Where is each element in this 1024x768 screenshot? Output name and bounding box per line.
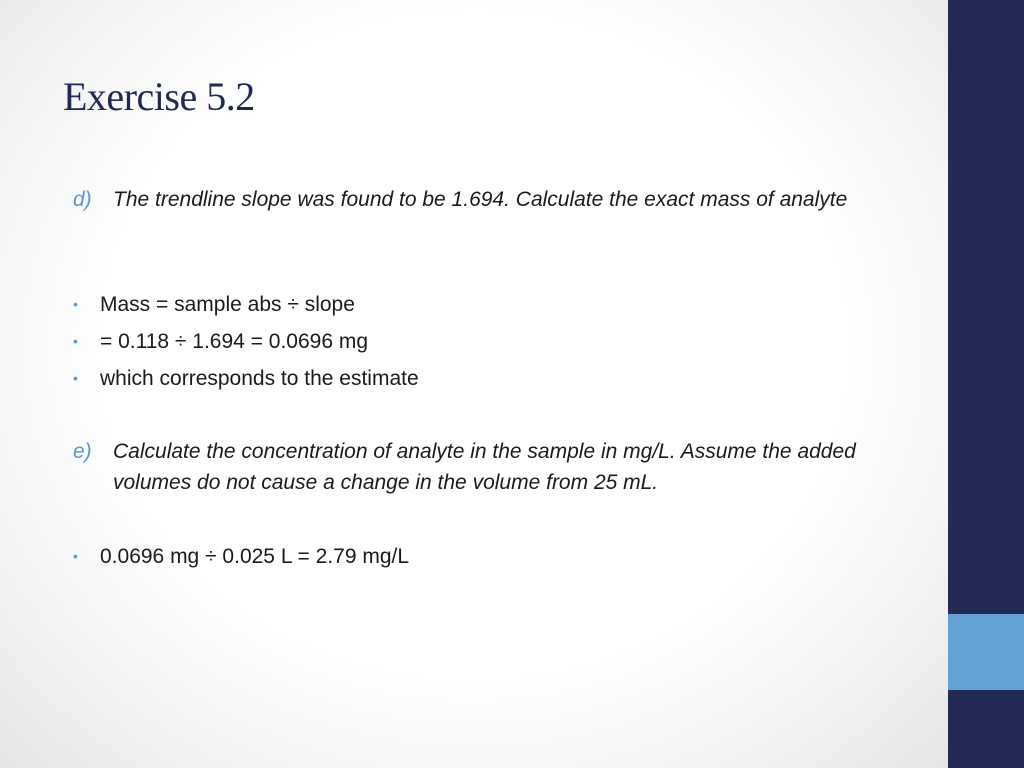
slide-title: Exercise 5.2 <box>63 74 255 119</box>
sidebar-accent-block <box>948 614 1024 690</box>
bullet-item <box>73 326 368 357</box>
bullet-text: = 0.118 ÷ 1.694 = 0.0696 mg <box>100 330 369 353</box>
bullet-item <box>73 363 419 394</box>
bullet-item <box>73 541 409 572</box>
question-marker: d) <box>73 188 92 211</box>
question-text: Calculate the concentration of analyte in the sample in mg/L. Assume the added volumes do not cause a change in the volume from 25 mL. <box>113 440 856 494</box>
question-d <box>73 184 893 215</box>
bullet-dot-icon: • <box>73 548 78 564</box>
bullet-text: 0.0696 mg ÷ 0.025 L = 2.79 mg/L <box>100 545 410 568</box>
bullet-dot-icon: • <box>73 296 78 312</box>
question-e <box>73 436 893 498</box>
bullet-dot-icon: • <box>73 370 78 386</box>
bullet-item <box>73 289 355 320</box>
bullet-dot-icon: • <box>73 333 78 349</box>
bullet-text: which corresponds to the estimate <box>100 367 419 390</box>
question-marker: e) <box>73 440 92 463</box>
bullet-text: Mass = sample abs ÷ slope <box>100 293 355 316</box>
question-text: The trendline slope was found to be 1.694. Calculate the exact mass of analyte <box>113 188 848 211</box>
